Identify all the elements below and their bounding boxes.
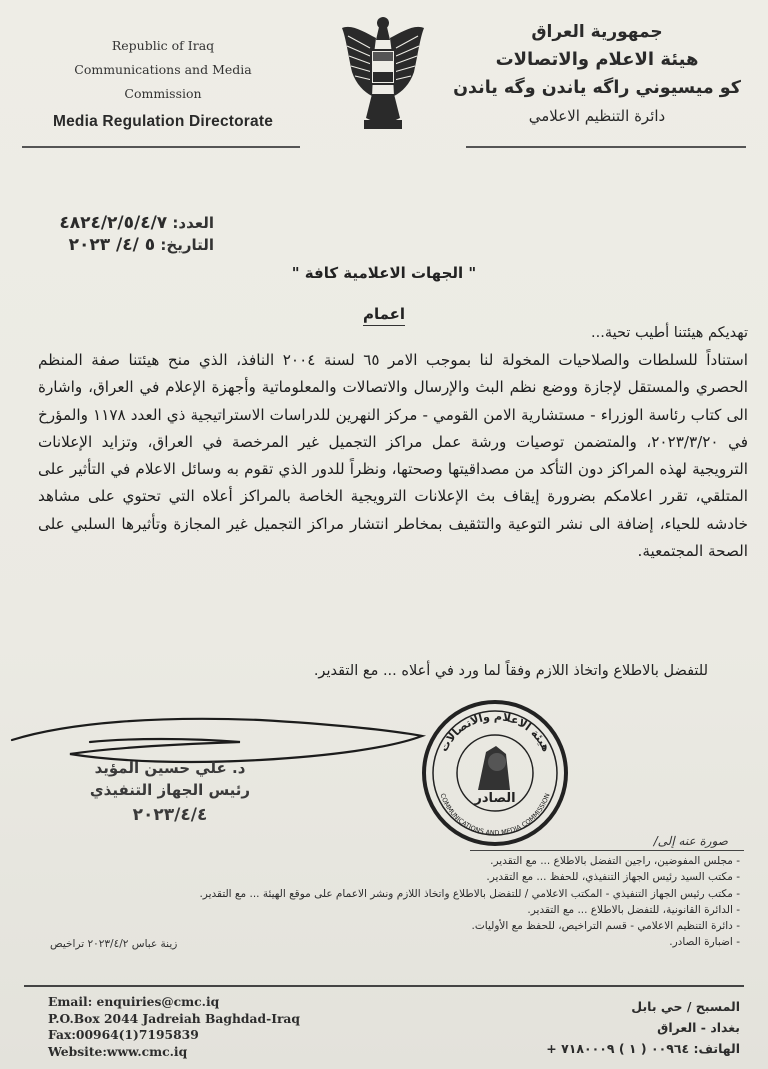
footer-pobox: P.O.Box 2044 Jadreiah Baghdad-Iraq [48,1010,300,1026]
cc-item: - الدائرة القانونية، للتفضل بالاطلاع ... مع التقدير. [180,902,740,918]
signature-block [70,757,270,829]
closing-line: للتفضل بالاطلاع واتخاذ اللازم وفقاً لما ورد في أعلاه ... مع التقدير. [313,663,708,679]
footer-ar-address2: بغداد - العراق [657,1020,740,1035]
ref-date-label: التاريخ: [160,236,214,254]
cc-item: - اضبارة الصادر. [180,934,740,950]
header-right-rule [466,146,746,148]
ref-number-value: ٤٨٢٤/٢/٥/٤/٧ [59,213,168,233]
signature-date: ٢٠٢٣/٤/٤ [132,805,208,825]
cc-item: - دائرة التنظيم الاعلامي - قسم التراخيص، للحفظ مع الأوليات. [180,918,740,934]
signatory-title: رئيس الجهاز التنفيذي [89,781,251,799]
header-ar-line1: جمهورية العراق [531,22,663,42]
subject-text: اعمام [363,305,405,326]
cc-title: صورة عنه إلى/ [653,834,728,848]
letter-body: استناداً للسلطات والصلاحيات المخولة لنا بموجب الامر ٦٥ لسنة ٢٠٠٤ النافذ، الذي منح هيئتنا صفة المنظم الحصري والمستقل لإجازة ووضع نظم البث والإرسال والاتصالات والمعلوماتية وأجهزة الإعلام في العراق، واشارة الى كتاب رئاسة الوزراء - مستشارية الامن القومي - مركز النهرين للدراسات الاستراتيجية ذي العدد ١١٧٨ والمؤرخ في ٢٠٢٣/٣/٢٠، والمتضمن توصيات ورشة عمل مراكز التجميل غير المرخصة في العراق، وتزايد الإعلانات الترويجية لهذه المراكز دون التأكد من مصداقيتها وصحتها، ونظراً للدور الذي تقوم به وسائل الاعلام في التأثير على المتلقي، تقرر اعلامكم بضرورة إيقاف بث الإعلانات الترويجية الخاصة بالمراكز أعلاه التي تحتوي على مشاهد خادشه للحياء، إضافة الى نشر التوعية والتثقيف بمخاطر انتشار مراكز التجميل غير المجازة وتأثيرها السلبي على الصحة المجتمعية. [38,351,748,561]
footer-website[interactable]: Website:www.cmc.iq [48,1043,188,1059]
header-ar-line2: هيئة الاعلام والاتصالات [495,49,699,70]
footer-fax: Fax:00964(1)7195839 [48,1027,199,1042]
header-en-directorate: Media Regulation Directorate [52,113,274,130]
footer-rule [24,985,744,987]
header-en-line3: Commission [124,86,202,101]
header-arabic [452,18,742,130]
header-en-line2: Communications and Media [74,62,252,77]
footer-ar-address1: المسبح / حي بابل [631,999,740,1014]
header-ar-line4: دائرة التنظيم الاعلامي [528,107,666,125]
greeting: تهديكم هيئتنا أطيب تحية... [591,325,748,341]
cc-item: - مكتب السيد رئيس الجهاز التنفيذي، للحفظ ... مع التقدير. [180,869,740,885]
stamp-text-bottom: COMMUNICATIONS AND MEDIA COMMISSION [438,792,552,838]
footer-ar-phone: الهاتف: ٠٠٩٦٤ ( ١ ) ٧١٨٠٠٠٩ + [546,1041,740,1056]
iraq-eagle-emblem-icon [338,14,428,132]
cc-item: - مكتب رئيس الجهاز التنفيذي - المكتب الاعلامي / للتفضل بالاطلاع واتخاذ اللازم ونشر الاعمام على موقع الهيئة ... مع التقدير. [180,886,740,902]
typist-note: زينة عباس ٢٠٢٣/٤/٢ تراخيص [50,938,178,950]
stamp-text-top: هيئة الاعلام والاتصالات [437,709,553,754]
addressee: " الجهات الاعلامية كافة " [291,264,477,282]
signatory-name: د. علي حسين المؤيد [94,759,246,777]
cc-item: - مجلس المفوضين، راجين التفضل بالاطلاع ... مع التقدير. [180,853,740,869]
header-left-rule [22,146,300,148]
subject-line [0,305,768,323]
cc-divider [470,850,744,851]
cc-list [180,853,740,951]
header-ar-line3: كو ميسيوني راگه ياندن وگه ياندن [453,78,741,98]
reference-block [14,212,214,256]
footer-arabic [546,996,740,1059]
stamp-text-center: الصادر [474,791,516,806]
footer-email[interactable]: Email: enquiries@cmc.iq [48,994,220,1009]
footer-english [48,994,300,1060]
official-stamp [420,698,570,848]
header-english [28,34,298,134]
ref-number-label: العدد: [172,214,214,232]
ref-date-value: ٥ /٤/ ٢٠٢٣ [68,235,156,255]
header-en-line1: Republic of Iraq [111,38,215,53]
